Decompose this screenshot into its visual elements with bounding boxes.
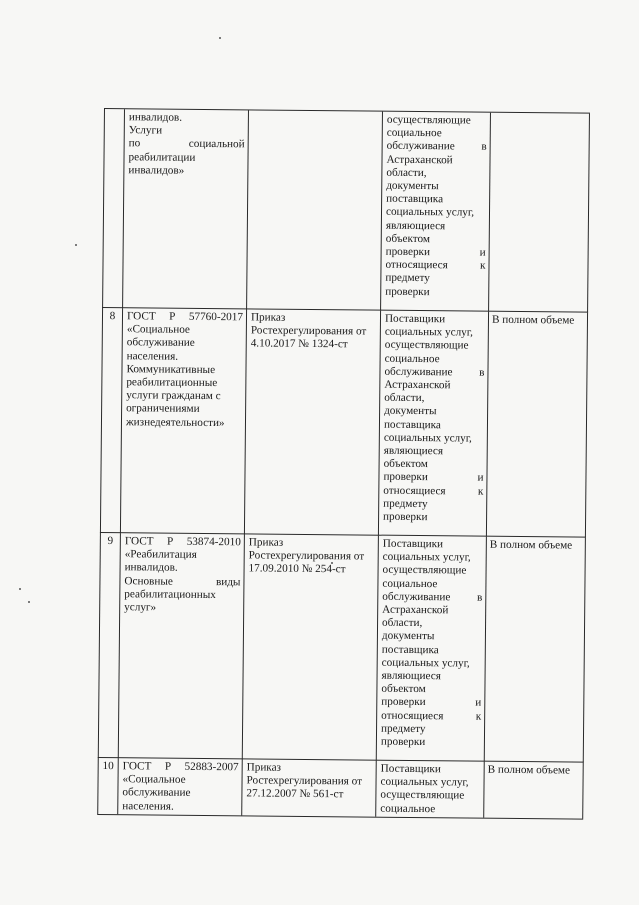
subjects-line: документы xyxy=(384,405,437,418)
subjects-line: предмету xyxy=(383,497,428,510)
subjects-line: объектом xyxy=(385,232,431,245)
table-row xyxy=(97,757,584,820)
subjects-line: объектом xyxy=(381,682,426,696)
subjects-cell xyxy=(375,761,484,818)
subjects-line: предмету xyxy=(385,272,430,285)
row-number: 10 xyxy=(97,758,118,814)
standard-line: «Социальное xyxy=(126,323,190,337)
subjects-line: обслуживание в xyxy=(382,590,483,604)
order-cell xyxy=(242,534,378,760)
subjects-line: документы xyxy=(381,630,435,643)
scope-cell: В полном объеме xyxy=(484,537,586,763)
scope-cell: В полном объеме xyxy=(486,312,588,538)
standard-line: инвалидов. xyxy=(128,111,183,124)
subjects-cell xyxy=(378,311,488,537)
subjects-line: социальных услуг, xyxy=(382,550,471,564)
subjects-cell xyxy=(380,112,490,312)
standard-line: ГОСТ Р 53874-2010 xyxy=(124,535,241,549)
standard-cell xyxy=(117,758,242,815)
subjects-line: проверки и xyxy=(383,471,484,485)
table-row xyxy=(100,307,588,538)
subjects-line: Астраханской xyxy=(384,378,451,392)
subjects-line: документы xyxy=(386,179,439,193)
subjects-line: социальное xyxy=(384,352,440,365)
subjects-line: социальное xyxy=(382,577,438,590)
subjects-line: социальное xyxy=(380,802,436,815)
subjects-line: проверки xyxy=(383,510,428,524)
subjects-line: осуществляющие xyxy=(386,113,471,127)
subjects-line: области, xyxy=(384,391,425,405)
subjects-line: обслуживание в xyxy=(384,365,485,379)
subjects-line: проверки и xyxy=(385,245,486,259)
subjects-line: относящиеся к xyxy=(383,484,484,498)
standard-line: обслуживание xyxy=(122,786,191,800)
subjects-line: поставщика xyxy=(381,643,439,656)
subjects-line: являющиеся xyxy=(383,444,444,458)
subjects-line: объектом xyxy=(383,457,428,471)
row-number: 9 xyxy=(98,533,120,758)
standard-line: Коммуникативные xyxy=(126,363,216,376)
subjects-line: области, xyxy=(386,166,427,179)
order-line: Приказ xyxy=(246,761,282,774)
standard-line: ГОСТ Р 52883-2007 xyxy=(122,760,239,774)
standards-table xyxy=(97,108,590,818)
subjects-line: обслуживание в xyxy=(386,140,487,154)
scope-cell: В полном объеме xyxy=(483,762,584,819)
scan-speck xyxy=(19,588,21,590)
order-cell xyxy=(246,110,382,310)
order-line: 27.12.2007 № 561-ст xyxy=(246,787,344,801)
subjects-line: социальных услуг, xyxy=(381,656,470,670)
subjects-line: проверки и xyxy=(381,696,482,710)
subjects-line: предмету xyxy=(380,722,426,735)
standard-line: «Социальное xyxy=(122,773,186,787)
row-number: 8 xyxy=(100,308,122,533)
subjects-line: социальных услуг, xyxy=(380,775,469,789)
standard-line: жизнедеятельности» xyxy=(125,415,225,429)
subjects-line: социальных услуг, xyxy=(383,431,472,445)
standard-cell xyxy=(120,308,246,534)
scan-speck xyxy=(75,244,77,246)
standard-line: обслуживание xyxy=(126,336,195,350)
subjects-line: Астраханской xyxy=(382,603,449,617)
order-line: 4.10.2017 № 1324-ст xyxy=(250,337,348,351)
standard-line: услуги гражданам с xyxy=(126,389,221,403)
standard-line: населения. xyxy=(122,799,174,813)
subjects-line: относящиеся к xyxy=(381,709,482,723)
subjects-line: относящиеся к xyxy=(385,258,486,272)
order-line: Ростехрегулирования от xyxy=(250,324,367,338)
standard-line: ограничениями xyxy=(126,402,200,416)
subjects-line: социальных услуг, xyxy=(385,206,475,219)
order-cell xyxy=(244,309,380,535)
table-row xyxy=(98,532,586,763)
standard-line: инвалидов» xyxy=(128,164,185,177)
subjects-line: Поставщики xyxy=(382,537,444,551)
subjects-line: области, xyxy=(382,616,423,630)
subjects-line: проверки xyxy=(385,285,430,298)
subjects-line: проверки xyxy=(380,735,426,749)
order-line: Ростехрегулирования от xyxy=(248,549,365,563)
subjects-line: Поставщики xyxy=(384,312,446,326)
subjects-line: осуществляющие xyxy=(382,564,467,577)
standard-cell xyxy=(118,533,244,759)
standard-line: реабилитационные xyxy=(126,376,218,390)
subjects-line: являющиеся xyxy=(385,219,446,232)
standard-line: по социальной xyxy=(128,137,245,151)
subjects-cell xyxy=(376,536,486,762)
scan-speck xyxy=(28,601,30,603)
table-row xyxy=(102,108,590,313)
standard-line: населения. xyxy=(126,349,179,363)
standard-line: реабилитационных xyxy=(124,588,216,601)
order-line: Приказ xyxy=(248,536,284,549)
standard-line: «Реабилитация xyxy=(124,548,197,562)
order-line: Приказ xyxy=(250,311,286,324)
subjects-line: Поставщики xyxy=(380,762,441,776)
standard-line: реабилитации xyxy=(128,150,196,164)
standard-line: Основные виды xyxy=(124,574,241,588)
order-line: Ростехрегулирования от xyxy=(246,774,363,788)
standard-line: Услуги xyxy=(128,124,163,137)
subjects-line: осуществляющие xyxy=(384,339,469,352)
subjects-line: поставщика xyxy=(383,418,441,431)
subjects-line: Астраханской xyxy=(386,153,453,166)
subjects-line: поставщика xyxy=(386,192,444,206)
standard-line: услуг» xyxy=(124,601,157,614)
standard-line: инвалидов. xyxy=(124,561,178,575)
order-line: 17.09.2010 № 254-ст xyxy=(248,562,346,576)
standard-line: ГОСТ Р 57760-2017 xyxy=(126,310,244,324)
standard-cell xyxy=(122,109,248,309)
order-cell xyxy=(241,759,376,816)
subjects-line: являющиеся xyxy=(381,669,441,683)
subjects-line: социальных услуг, xyxy=(384,325,473,339)
subjects-line: осуществляющие xyxy=(380,789,465,802)
scope-cell xyxy=(488,113,590,313)
scan-speck xyxy=(219,37,221,39)
row-number xyxy=(102,109,124,308)
subjects-line: социальное xyxy=(386,126,442,140)
